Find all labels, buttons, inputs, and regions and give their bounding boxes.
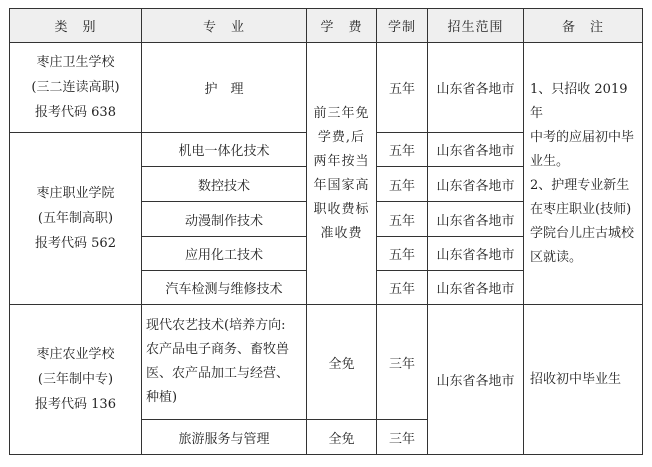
notes-cell: 招收初中毕业生 — [524, 305, 643, 455]
fee-line: 两年按当 — [313, 153, 370, 169]
school-code: 报考代码 136 — [35, 397, 116, 412]
years-cell: 三年 — [377, 305, 428, 420]
note-line: 在枣庄职业(技师) — [530, 201, 632, 217]
major-cell: 数控技术 — [142, 167, 307, 202]
years-cell: 五年 — [377, 202, 428, 237]
major-line: 农产品电子商务、畜牧兽 — [146, 342, 290, 357]
note-line: 1、只招收 2019 年 — [530, 81, 628, 121]
header-fee: 学 费 — [307, 9, 377, 43]
years-cell: 五年 — [377, 271, 428, 305]
school-type: (三年制中专) — [37, 372, 114, 387]
header-major: 专 业 — [142, 9, 307, 43]
notes-cell — [524, 43, 643, 305]
scope-cell: 山东省各地市 — [428, 133, 524, 167]
fee-line: 前三年免 — [313, 105, 370, 121]
header-scope: 招生范围 — [428, 9, 524, 43]
scope-cell: 山东省各地市 — [428, 43, 524, 133]
school-code: 报考代码 638 — [35, 105, 116, 120]
major-line: 种植) — [146, 390, 178, 405]
header-category: 类 别 — [10, 9, 142, 43]
school-type: (五年制高职) — [37, 211, 114, 226]
major-cell: 机电一体化技术 — [142, 133, 307, 167]
admission-table — [9, 8, 643, 455]
years-cell: 五年 — [377, 167, 428, 202]
header-row — [10, 9, 643, 43]
school-type: (三二连读高职) — [31, 80, 120, 95]
years-cell: 五年 — [377, 43, 428, 133]
major-cell — [142, 305, 307, 420]
major-cell: 旅游服务与管理 — [142, 420, 307, 455]
school-cell — [10, 133, 142, 305]
fee-cell: 全免 — [307, 420, 377, 455]
years-cell: 五年 — [377, 133, 428, 167]
note-line: 中考的应届初中毕 — [530, 129, 635, 145]
table-row — [10, 305, 643, 420]
note-line: 业生。 — [530, 153, 570, 169]
fee-cell: 全免 — [307, 305, 377, 420]
major-line: 现代农艺技术(培养方向: — [146, 318, 286, 333]
note-line: 2、护理专业新生 — [530, 177, 630, 193]
fee-cell — [307, 43, 377, 305]
major-line: 医、农产品加工与经营、 — [146, 366, 290, 381]
years-cell: 五年 — [377, 237, 428, 271]
school-code: 报考代码 562 — [35, 236, 116, 251]
fee-line: 职收费标 — [313, 201, 370, 217]
school-name: 枣庄职业学院 — [36, 186, 115, 201]
scope-cell: 山东省各地市 — [428, 202, 524, 237]
header-notes: 备 注 — [524, 9, 643, 43]
table-row — [10, 43, 643, 133]
scope-cell: 山东省各地市 — [428, 237, 524, 271]
school-cell — [10, 43, 142, 133]
header-years: 学制 — [377, 9, 428, 43]
fee-line: 学费,后 — [317, 129, 366, 145]
major-cell: 应用化工技术 — [142, 237, 307, 271]
scope-cell: 山东省各地市 — [428, 305, 524, 455]
years-cell: 三年 — [377, 420, 428, 455]
note-line: 学院台儿庄古城校 — [530, 225, 635, 241]
major-cell: 护 理 — [142, 43, 307, 133]
fee-line: 年国家高 — [313, 177, 370, 193]
scope-cell: 山东省各地市 — [428, 167, 524, 202]
scope-cell: 山东省各地市 — [428, 271, 524, 305]
major-cell: 汽车检测与维修技术 — [142, 271, 307, 305]
major-cell: 动漫制作技术 — [142, 202, 307, 237]
fee-line: 准收费 — [320, 225, 363, 241]
note-line: 区就读。 — [530, 249, 583, 265]
school-name: 枣庄卫生学校 — [36, 55, 115, 70]
school-name: 枣庄农业学校 — [36, 347, 115, 362]
school-cell — [10, 305, 142, 455]
